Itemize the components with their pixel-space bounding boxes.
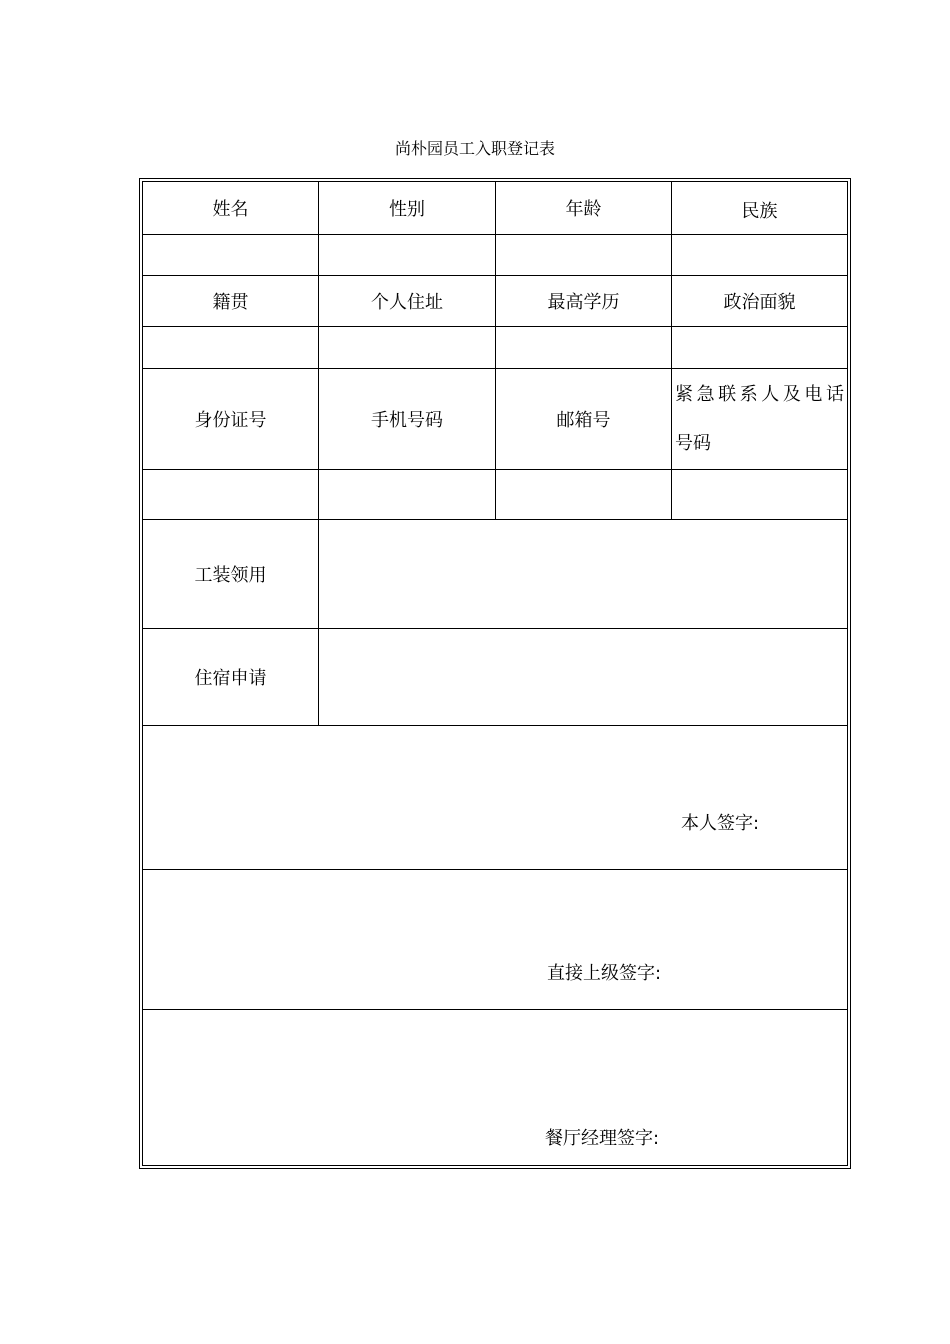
label-id-number: 身份证号 bbox=[194, 410, 267, 431]
label-native-place: 籍贯 bbox=[212, 292, 249, 313]
label-name: 姓名 bbox=[212, 199, 249, 220]
manager-signature-label: 餐厅经理签字: bbox=[545, 1128, 660, 1149]
native-place-field[interactable] bbox=[143, 327, 318, 368]
label-emergency-contact bbox=[672, 369, 847, 469]
label-uniform-issue: 工装领用 bbox=[194, 565, 267, 586]
label-dorm-application: 住宿申请 bbox=[194, 668, 267, 689]
education-field[interactable] bbox=[496, 327, 671, 368]
emergency-contact-field[interactable] bbox=[672, 470, 847, 519]
supervisor-signature-area[interactable] bbox=[143, 870, 847, 1009]
emergency-contact-line1: 紧急联系人及电话 bbox=[675, 384, 845, 405]
manager-signature-area[interactable] bbox=[143, 1010, 847, 1165]
label-education: 最高学历 bbox=[547, 292, 620, 313]
emergency-contact-line2: 号码 bbox=[675, 433, 711, 454]
age-field[interactable] bbox=[496, 235, 671, 275]
id-number-field[interactable] bbox=[143, 470, 318, 519]
uniform-issue-field[interactable] bbox=[319, 520, 847, 628]
home-address-field[interactable] bbox=[319, 327, 495, 368]
dorm-application-field[interactable] bbox=[319, 629, 847, 725]
form-title: 尚朴园员工入职登记表 bbox=[394, 139, 555, 158]
supervisor-signature-label: 直接上级签字: bbox=[547, 963, 662, 984]
label-email: 邮箱号 bbox=[556, 410, 611, 431]
political-status-field[interactable] bbox=[672, 327, 847, 368]
phone-number-field[interactable] bbox=[319, 470, 495, 519]
ethnicity-field[interactable] bbox=[672, 235, 847, 275]
label-ethnicity: 民族 bbox=[741, 201, 778, 222]
label-phone-number: 手机号码 bbox=[371, 410, 443, 431]
email-field[interactable] bbox=[496, 470, 671, 519]
registration-table-outer-border bbox=[139, 178, 851, 1169]
label-political-status: 政治面貌 bbox=[723, 292, 796, 313]
gender-field[interactable] bbox=[319, 235, 495, 275]
label-gender: 性别 bbox=[389, 199, 425, 220]
self-signature-label: 本人签字: bbox=[681, 813, 760, 834]
registration-table bbox=[142, 181, 848, 1166]
label-home-address: 个人住址 bbox=[371, 292, 443, 313]
self-signature-area[interactable] bbox=[143, 726, 847, 869]
name-field[interactable] bbox=[143, 235, 318, 275]
label-age: 年龄 bbox=[565, 199, 602, 220]
